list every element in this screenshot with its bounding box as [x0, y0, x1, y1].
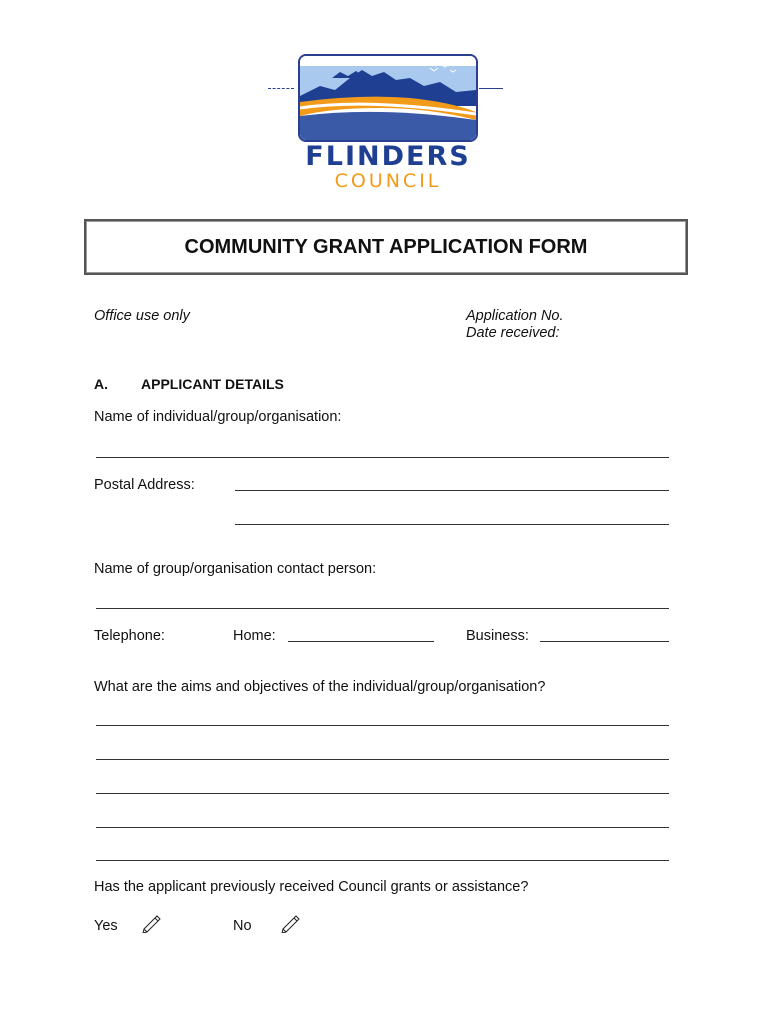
aims-line-3[interactable] — [96, 793, 669, 794]
business-phone-line[interactable] — [540, 641, 669, 642]
aims-line-1[interactable] — [96, 725, 669, 726]
business-phone-label: Business: — [466, 628, 529, 644]
postal-address-line-2[interactable] — [235, 524, 669, 525]
contact-person-label: Name of group/organisation contact person: — [94, 561, 377, 577]
form-title: COMMUNITY GRANT APPLICATION FORM — [184, 235, 588, 258]
no-label: No — [233, 918, 252, 934]
section-letter: A. — [94, 376, 108, 392]
name-input-line[interactable] — [96, 457, 669, 458]
form-title-box — [84, 219, 688, 275]
yes-label: Yes — [94, 918, 118, 934]
pencil-icon[interactable] — [141, 913, 163, 933]
office-use-label: Office use only — [94, 308, 190, 324]
aims-question: What are the aims and objectives of the individual/group/organisation? — [94, 679, 546, 695]
telephone-label: Telephone: — [94, 628, 165, 644]
home-phone-label: Home: — [233, 628, 276, 644]
home-phone-line[interactable] — [288, 641, 434, 642]
logo-wordmark-flinders: FLINDERS — [305, 141, 471, 172]
aims-line-5[interactable] — [96, 860, 669, 861]
postal-address-line-1[interactable] — [235, 490, 669, 491]
pencil-icon[interactable] — [280, 913, 302, 933]
council-logo — [298, 54, 478, 142]
aims-line-2[interactable] — [96, 759, 669, 760]
name-label: Name of individual/group/organisation: — [94, 409, 342, 425]
date-received-label: Date received: — [466, 325, 560, 341]
contact-person-line[interactable] — [96, 608, 669, 609]
grants-question: Has the applicant previously received Council grants or assistance? — [94, 879, 529, 895]
aims-line-4[interactable] — [96, 827, 669, 828]
postal-address-label: Postal Address: — [94, 477, 195, 493]
logo-dash-left — [268, 88, 294, 89]
logo-wordmark-council: COUNCIL — [334, 170, 442, 192]
section-heading: APPLICANT DETAILS — [141, 376, 284, 392]
logo-dash-right — [479, 88, 503, 89]
application-no-label: Application No. — [466, 308, 564, 324]
